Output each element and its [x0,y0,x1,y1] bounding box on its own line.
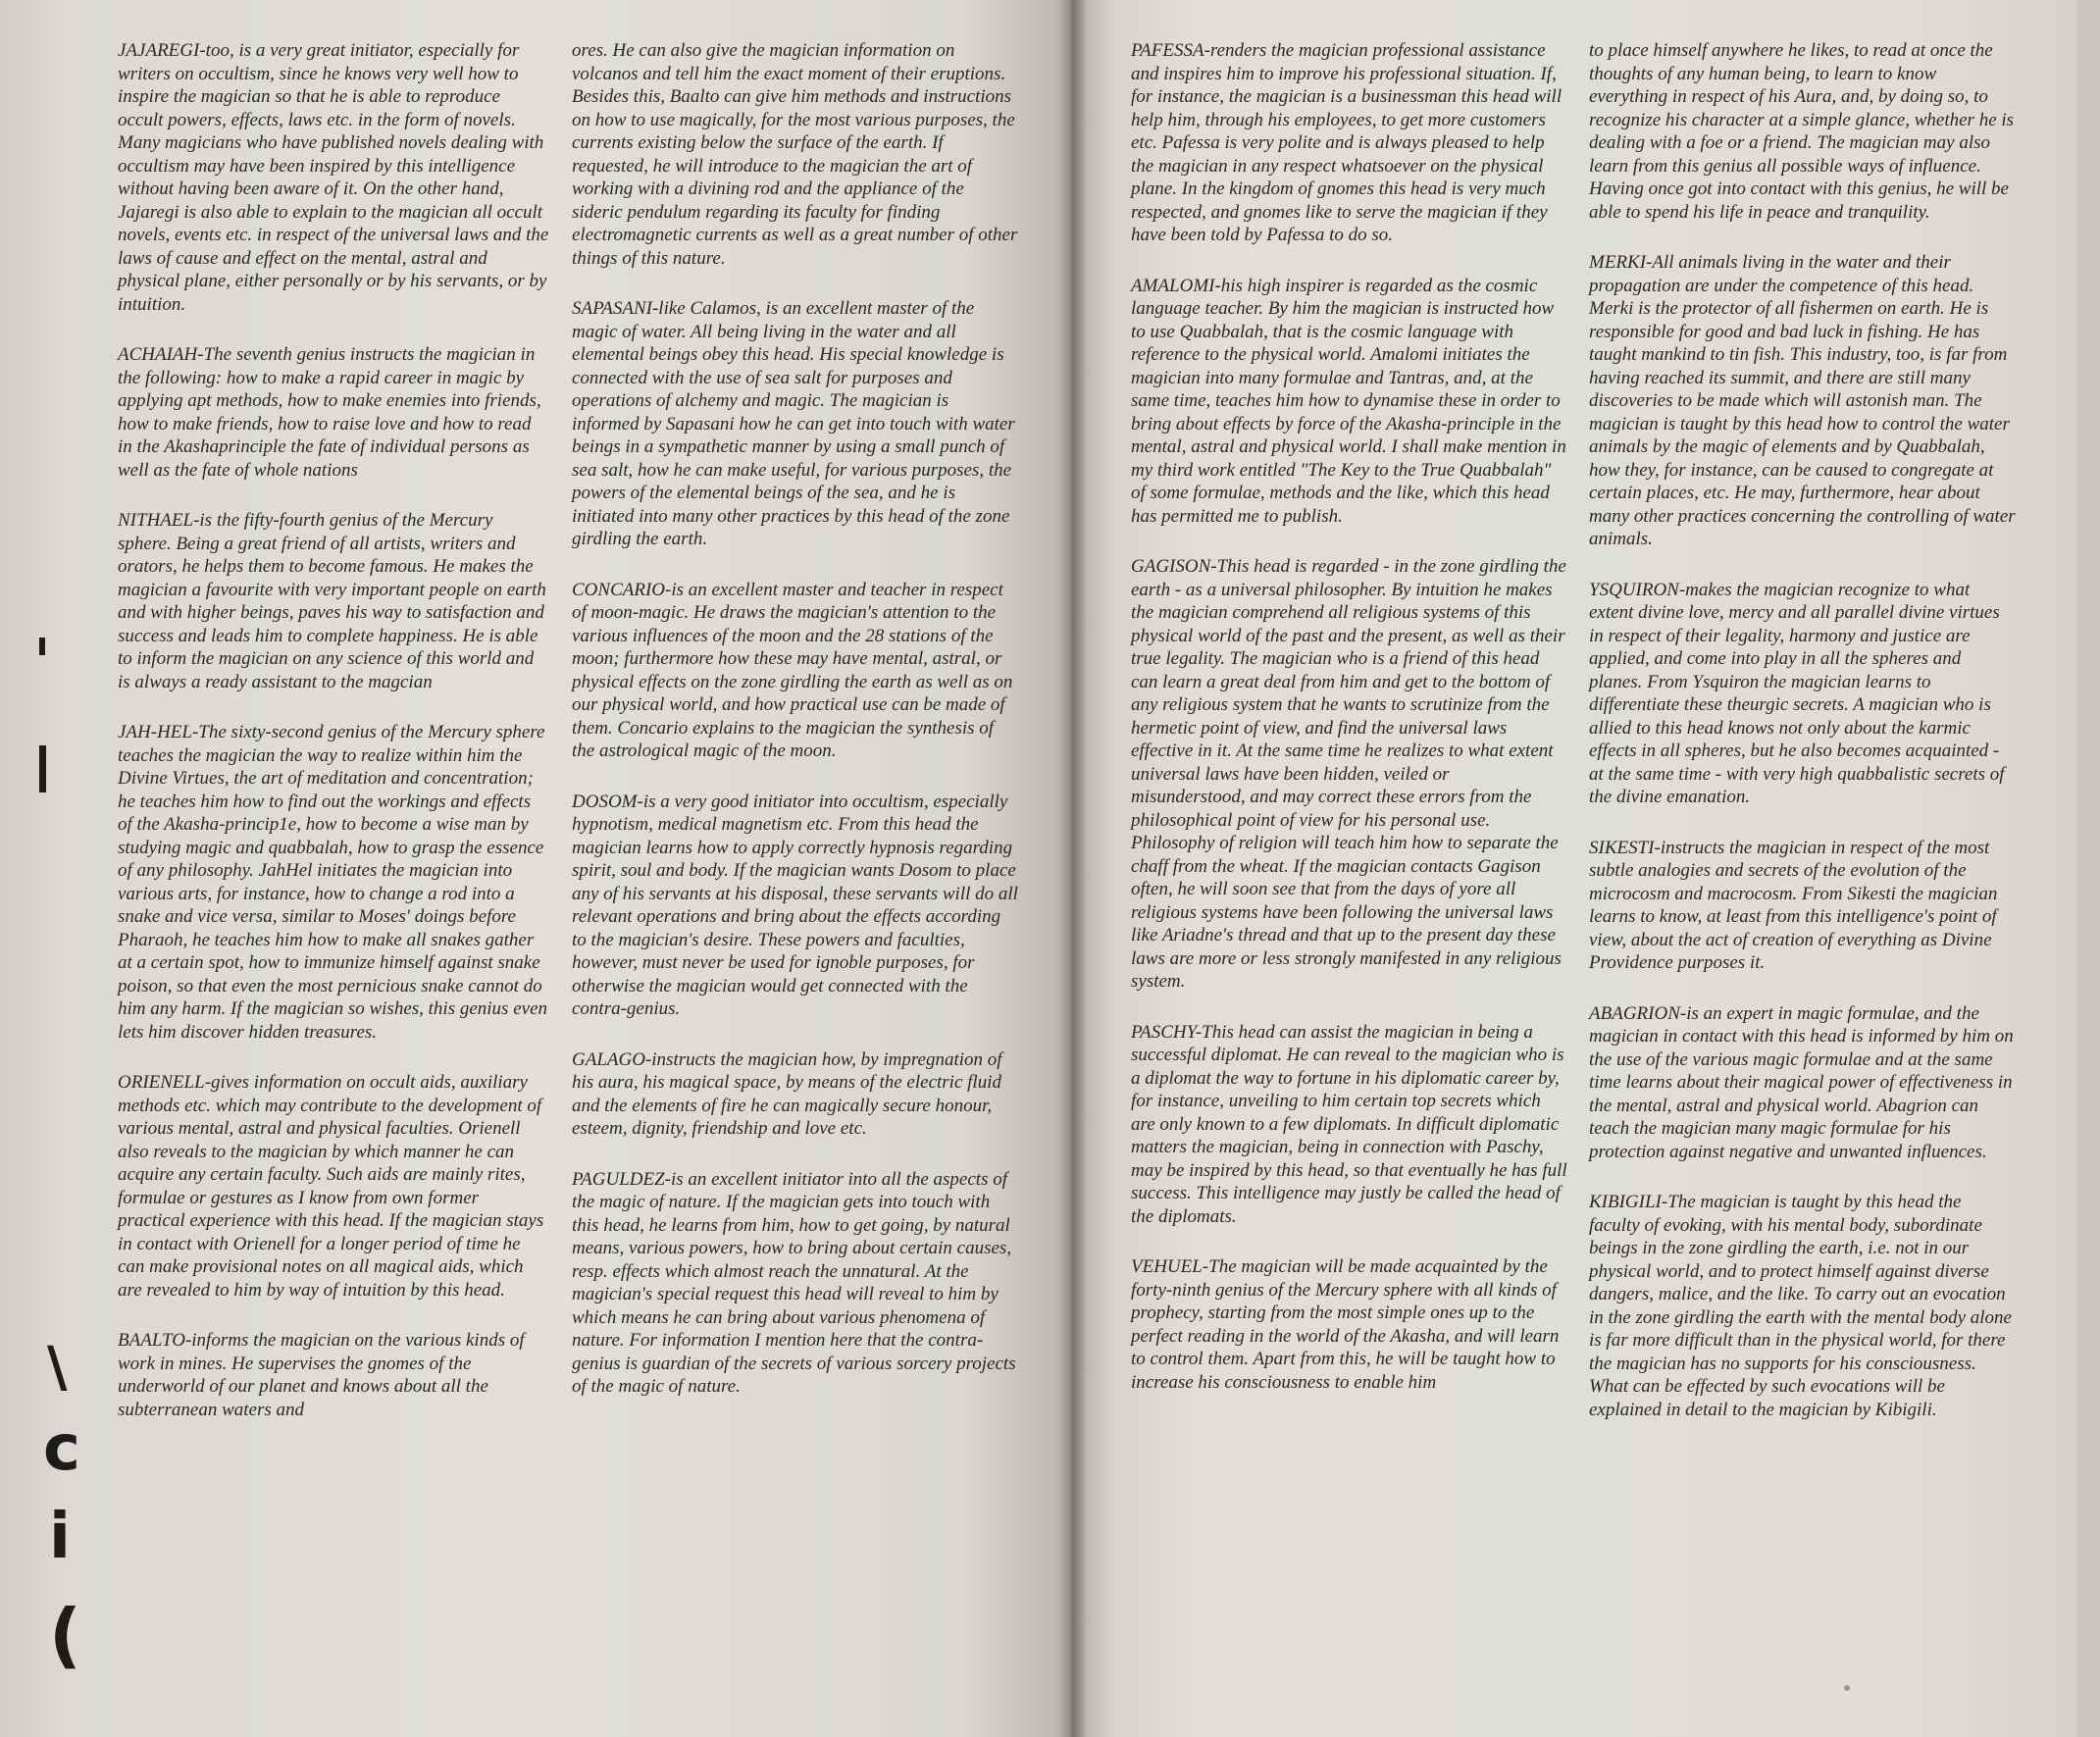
genius-description: -his high inspirer is regarded as the cosmic language teacher. By him the magician is instructed how to use Quabbalah, that is the cosmic language with reference to the physical world. Amalomi initiates the magician into many formulae and Tantras, and, at the same time, teaches him how to dynamise these in order to bring about effects by force of the Akasha-principle in the mental, astral and physical world. I shall make mention in my third work entitled "The Key to the True Quabbalah" of some formulae, methods and the like, which this head has permitted me to publish. [1131,275,1566,527]
genius-entry-continued [572,39,1018,270]
genius-name: SIKESTI [1589,837,1655,858]
genius-entry [572,1168,1018,1399]
text-column-2 [572,39,1018,1426]
margin-mark: i [49,1501,71,1573]
genius-name: PAFESSA [1131,40,1204,61]
genius-description: -The seventh genius instructs the magician in the following: how to make a rapid career in magic by applying apt methods, how to make enemies into friends, how to make friends, how to raise love and how to read in the Akashaprinciple the fate of individual persons as well as the fate of whole nations [118,344,541,481]
genius-description: -The magician is taught by this head the faculty of evoking, with his mental body, subordinate beings in the zone girdling the earth, i.e. not in our physical world, and to protect himself against diverse dangers, malice, and the like. To carry out an evocation in the zone girdling the earth with the mental body alone is far more difficult than in the physical world, for there the magician has no supports for his consciousness. What can be effected by such evocations will be explained in detail to the magician by Kibigili. [1589,1192,2012,1420]
genius-entry [572,791,1018,1021]
genius-name: GAGISON [1131,556,1211,577]
genius-name: VEHUEL [1131,1256,1203,1277]
margin-bar [39,745,46,792]
genius-description: -is the fifty-fourth genius of the Mercury sphere. Being a great friend of all artists, writers and orators, he helps them to become famous. He makes the magician a favourite with very important people on earth and with higher beings, paves his way to satisfaction and success and leads him to complete happiness. He is able to inform the magician on any science of this world and is always a ready assistant to the magcian [118,510,546,692]
genius-entry [1131,555,1567,994]
genius-name: DOSOM [572,791,638,812]
genius-name: ACHAIAH [118,344,198,365]
margin-tick [39,638,45,655]
genius-description: -too, is a very great initiator, especially for writers on occultism, since he knows very well how to inspire the magician so that he is able to reproduce occult powers, effects, laws etc. in the form of novels. Many magicians who have published novels dealing with occultism may have been inspired by this intelligence without having been aware of it. On the other hand, Jajaregi is also able to explain to the magician all occult novels, events etc. in respect of the universal laws and the laws of cause and effect on the mental, astral and physical plane, either personally or by his servants, or by intuition. [118,40,549,315]
genius-name: ABAGRION [1589,1002,1680,1024]
genius-entry [118,1329,549,1421]
genius-description: -renders the magician professional assistance and inspires him to improve his professional situation. If, for instance, the magician is a businessman this head will help him, through his employees, to get more customers etc. Pafessa is very polite and is always pleased to help the magician in any respect whatsoever on the physical plane. In the kingdom of gnomes this head is very much respected, and gnomes like to serve the magician if they have been told by Pafessa to do so. [1131,40,1562,245]
genius-entry [1589,251,2016,551]
margin-mark: ( [49,1594,81,1676]
genius-description: -All animals living in the water and their propagation are under the competence of this head. Merki is the protector of all fishermen on earth. He is responsible for good and bad luck in fishing. He has taught mankind to tin fish. This industry, too, is far from having reached its summit, and there are still many discoveries to be made which will astonish man. The magician is taught by this head how to control the water animals by the magic of elements and by Quabbalah, how they, for instance, can be caused to congregate at certain places, etc. He may, furthermore, hear about many other practices concerning the controlling of water animals. [1589,252,2016,549]
genius-name: GALAGO [572,1048,645,1070]
genius-name: AMALOMI [1131,275,1215,296]
genius-entry [572,297,1018,551]
genius-name: BAALTO [118,1330,185,1351]
genius-description: -gives information on occult aids, auxiliary methods etc. which may contribute to the development of various mental, astral and physical faculties. Orienell also reveals to the magician by which manner he can acquire any certain faculty. Such aids are mainly rites, formulae or gestures as I know from own former practical experience with this head. If the magician stays in contact with Orienell for a longer period of time he can make provisional notes on all magical aids, which are revealed to him by way of intuition by this head. [118,1072,544,1301]
genius-description: -The sixty-second genius of the Mercury sphere teaches the magician the way to realize within him the Divine Virtues, the art of meditation and concentration; he teaches him how to find out the workings and effects of the Akasha-princip1e, how to become a wise man by studying magic and quabbalah, how to grasp the essence of any philosophy. JahHel initiates the magician into various arts, for instance, how to change a rod into a snake and vice versa, similar to Moses' doings before Pharaoh, he teaches him how to make all snakes gather at a certain spot, how to immunize himself against snake poison, so that even the most pernicious snake cannot do him any harm. If the magician so wishes, this genius even lets him discover hidden treasures. [118,722,548,1043]
text-column-1 [118,39,549,1449]
genius-description: -is a very good initiator into occultism, especially hypnotism, medical magnetism etc. From this head the magician learns how to apply correctly hypnosis regarding spirit, soul and body. If the magician wants Dosom to place any of his servants at his disposal, these servants will do all relevant operations and bring about the effects according to the magician's desire. These powers and faculties, however, must never be used for ignoble purposes, for otherwise the magician would get connected with the contra-genius. [572,791,1018,1019]
genius-entry [1589,579,2016,809]
genius-entry [1131,1021,1567,1229]
genius-entry [118,343,549,482]
genius-entry [118,509,549,693]
genius-description: -is an excellent initiator into all the aspects of the magic of nature. If the magician gets into touch with this head, he learns from him, how to get going, by natural means, various powers, how to bring about certain causes, resp. effects which almost reach the unnatural. At the magician's special request this head will reveal to him by which means he can bring about various phenomena of nature. For information I mention here that the contra-genius is guardian of the secrets of various sorcery projects of the magic of nature. [572,1168,1016,1397]
book-gutter [1057,0,1087,1737]
genius-name: KIBIGILI [1589,1192,1662,1212]
page-edge [2076,0,2100,1737]
genius-entry [572,579,1018,763]
genius-description: -instructs the magician in respect of the most subtle analogies and secrets of the evolution of the microcosm and macrocosm. From Sikesti the magician learns to know, at least from this intelligence's point of view, about the act of creation of everything as Divine Providence purposes it. [1589,837,1998,973]
margin-mark: c [43,1412,80,1485]
genius-description: -is an excellent master and teacher in respect of moon-magic. He draws the magician's attention to the various influences of the moon and the 28 stations of the moon; furthermore how these may have mental, astral, or physical effects on the zone girdling the earth as well as on our physical world, and how practical use can be made of them. Concario explains to the magician the synthesis of the astrological magic of the moon. [572,579,1013,761]
genius-name: PAGULDEZ [572,1168,665,1190]
genius-entry [1131,275,1567,529]
genius-description: to place himself anywhere he likes, to read at once the thoughts of any human being, to learn to know everything in respect of his Aura, and, by doing so, to recognize his character at a simple glance, whether he is dealing with a foe or a friend. The magician may also learn from this genius all possible ways of influence. Having once got into contact with this genius, he will be able to spend his life in peace and tranquility. [1589,40,2015,223]
genius-entry [1589,1002,2016,1164]
genius-entry [1589,1191,2016,1421]
genius-description: -This head can assist the magician in being a successful diplomat. He can reveal to the magician who is a diplomat the way to fortune in his diplomatic career by, for instance, unveiling to him certain top secrets which are only known to a few diplomats. In difficult diplomatic matters the magician, being in connection with Paschy, may be inspired by this head, so that eventually he has full success. This intelligence may justly be called the head of the diplomats. [1131,1021,1567,1227]
genius-description: -The magician will be made acquainted by the forty-ninth genius of the Mercury sphere with all kinds of prophecy, starting from the most simple ones up to the perfect reading in the world of the Akasha, and will learn to control them. Apart from this, he will be taught how to increase his consciousness to enable him [1131,1256,1560,1393]
genius-description: ores. He can also give the magician information on volcanos and tell him the exact moment of their eruptions. Besides this, Baalto can give him methods and instructions on how to use magically, for the most various purposes, the currents existing below the surface of the earth. If requested, he will introduce to the magician the art of working with a divining rod and the appliance of the sideric pendulum regarding its faculty for finding electromagnetic currents as well as a great number of other things of this nature. [572,40,1018,269]
genius-entry [1131,39,1567,247]
genius-name: ORIENELL [118,1072,205,1093]
genius-entry [118,721,549,1044]
genius-name: JAH-HEL [118,722,192,742]
text-column-3 [1131,39,1567,1421]
genius-name: SAPASANI [572,298,652,319]
genius-entry-continued [1589,39,2016,224]
genius-entry [118,1071,549,1302]
genius-entry [572,1048,1018,1141]
genius-name: YSQUIRON [1589,579,1679,600]
genius-name: JAJAREGI [118,40,200,61]
genius-description: -makes the magician recognize to what extent divine love, mercy and all parallel divine virtues in respect of their legality, harmony and justice are applied, and come into play in all the spheres and planes. From Ysquiron the magician learns to differentiate these theurgic secrets. A magician who is allied to this head knows not only about the karmic effects in all spheres, but he also becomes acquainted - at the same time - with very high quabbalistic secrets of the divine emanation. [1589,579,2005,807]
genius-entry [1131,1255,1567,1394]
genius-entry [1589,837,2016,975]
margin-mark: \ [47,1336,68,1400]
text-column-4 [1589,39,2016,1449]
genius-description: -is an expert in magic formulae, and the magician in contact with this head is informed by him on the use of the various magic formulae and at the same time learns about their magical power of effectiveness in the mental, astral and physical world. Abagrion can teach the magician many magic formulae for his protection against negative and unwanted influences. [1589,1002,2014,1162]
page-speck [1844,1685,1850,1691]
genius-description: -informs the magician on the various kinds of work in mines. He supervises the gnomes of the underworld of our planet and knows about all the subterranean waters and [118,1330,525,1420]
genius-name: NITHAEL [118,510,194,531]
genius-description: -like Calamos, is an excellent master of the magic of water. All being living in the water and all elemental beings obey this head. His special knowledge is connected with the use of sea salt for purposes and operations of alchemy and magic. The magician is informed by Sapasani how he can get into touch with water beings in a sympathetic manner by using a small punch of sea salt, how he can make useful, for various purposes, the powers of the elemental beings of the sea, and he is initiated into many other practices by this head of the zone girdling the earth. [572,298,1015,549]
genius-entry [118,39,549,316]
genius-name: CONCARIO [572,579,665,600]
genius-description: -This head is regarded - in the zone girdling the earth - as a universal philosopher. By intuition he makes the magician comprehend all religious systems of this physical world of the past and the present, as well as their true legality. The magician who is a friend of this head can learn a great deal from him and get to the bottom of any religious system that he wants to scrutinize from the hermetic point of view, and find the universal laws effective in it. At the same time he realizes to what extent universal laws have been hidden, veiled or misunderstood, and may correct these errors from the philosophical point of view for his personal use. Philosophy of religion will teach him how to separate the chaff from the wheat. If the magician contacts Gagison often, he will soon see that from the days of yore all religious systems have been following the universal laws like Ariadne's thread and that up to the present day these laws are more or less strongly manifested in any religious system. [1131,556,1566,992]
genius-description: -instructs the magician how, by impregnation of his aura, his magical space, by means of the electric fluid and the elements of fire he can magically secure honour, esteem, dignity, friendship and love etc. [572,1048,1002,1139]
genius-name: MERKI [1589,252,1647,273]
genius-name: PASCHY [1131,1021,1196,1043]
